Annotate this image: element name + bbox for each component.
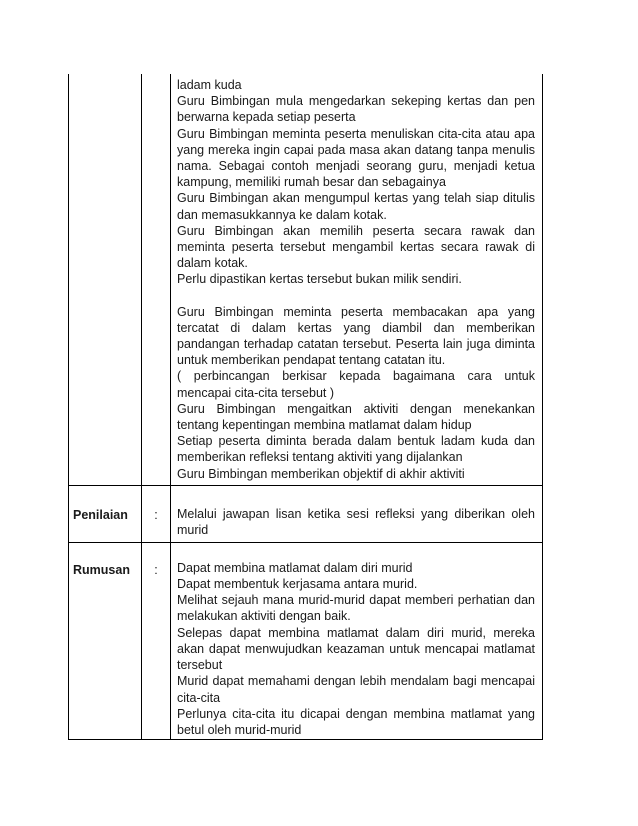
step-text: Perlu dipastikan kertas tersebut bukan milik sendiri. xyxy=(177,272,462,287)
rumusan-text: Selepas dapat membina matlamat dalam diri murid, mereka xyxy=(177,625,535,640)
penilaian-text: murid xyxy=(177,523,209,538)
step-text: Guru Bimbingan memberikan objektif di akhir aktiviti xyxy=(177,466,465,481)
activity-steps-cell xyxy=(171,74,542,485)
step-text: berwarna kepada setiap peserta xyxy=(177,110,356,125)
step-text: yang mereka ingin capai pada masa akan datang tanpa menulis xyxy=(177,142,535,157)
step-text: dan memasukkannya ke dalam kotak. xyxy=(177,207,387,222)
penilaian-content xyxy=(171,486,542,542)
rumusan-content xyxy=(171,543,542,739)
rumusan-colon: : xyxy=(142,543,171,739)
table-row-activity-steps xyxy=(69,74,542,485)
colon-cell-empty xyxy=(142,74,171,485)
rumusan-label: Rumusan xyxy=(69,543,142,739)
step-text: dalam kotak. xyxy=(177,256,248,271)
rumusan-text: Perlunya cita-cita itu dicapai dengan membina matlamat yang xyxy=(177,706,535,721)
penilaian-text: Melalui jawapan lisan ketika sesi refleksi yang diberikan oleh xyxy=(177,506,535,521)
step-text: Guru Bimbingan akan memilih peserta secara rawak dan xyxy=(177,223,535,238)
step-text: kampung, memiliki rumah besar dan sebagainya xyxy=(177,175,446,190)
step-text: Guru Bimbingan akan mengumpul kertas yang telah siap ditulis xyxy=(177,191,535,206)
table-row-rumusan xyxy=(69,542,542,739)
table-row-penilaian xyxy=(69,485,542,542)
step-text: pandangan terhadap catatan tersebut. Peserta lain juga diminta xyxy=(177,337,535,352)
rumusan-text: Dapat membina matlamat dalam diri murid xyxy=(177,560,413,575)
penilaian-label: Penilaian xyxy=(69,486,142,542)
activity-table xyxy=(68,74,543,740)
step-text: nama. Sebagai contoh menjadi seorang guru, menjadi ketua xyxy=(177,159,535,174)
step-text: memberikan refleksi tentang aktiviti yang dijalankan xyxy=(177,450,463,465)
rumusan-text: melakukan aktiviti dengan baik. xyxy=(177,609,351,624)
step-text: tercatat di dalam kertas yang diambil dan memberikan xyxy=(177,320,535,335)
rumusan-text: tersebut xyxy=(177,658,223,673)
rumusan-text: akan dapat menwujudkan keazaman untuk mencapai matlamat xyxy=(177,641,535,656)
rumusan-text: cita-cita xyxy=(177,690,221,705)
rumusan-text: Melihat sejauh mana murid-murid dapat memberi perhatian dan xyxy=(177,593,535,608)
step-text: Guru Bimbingan meminta peserta membacakan apa yang xyxy=(177,304,535,319)
paragraph-gap xyxy=(177,288,535,304)
step-text: mencapai cita-cita tersebut ) xyxy=(177,385,335,400)
step-text: Setiap peserta diminta berada dalam bentuk ladam kuda dan xyxy=(177,434,535,449)
step-text: Guru Bimbingan meminta peserta menuliskan cita-cita atau apa xyxy=(177,126,535,141)
step-text: Guru Bimbingan mengaitkan aktiviti dengan menekankan xyxy=(177,401,535,416)
step-text: tentang kepentingan membina matlamat dalam hidup xyxy=(177,418,472,433)
row-label-cell-empty xyxy=(69,74,142,485)
step-text: Guru Bimbingan mula mengedarkan sekeping kertas dan pen xyxy=(177,94,535,109)
penilaian-colon: : xyxy=(142,486,171,542)
rumusan-text: Murid dapat memahami dengan lebih mendalam bagi mencapai xyxy=(177,674,535,689)
step-text: ladam kuda xyxy=(177,78,242,92)
rumusan-text: betul oleh murid-murid xyxy=(177,722,302,737)
step-text: meminta peserta tersebut mengambil kertas secara rawak di xyxy=(177,240,535,255)
step-text: ( perbincangan berkisar kepada bagaimana cara untuk xyxy=(177,369,535,384)
step-text: untuk memberikan pendapat tentang catatan itu. xyxy=(177,353,446,368)
rumusan-text: Dapat membentuk kerjasama antara murid. xyxy=(177,577,418,592)
